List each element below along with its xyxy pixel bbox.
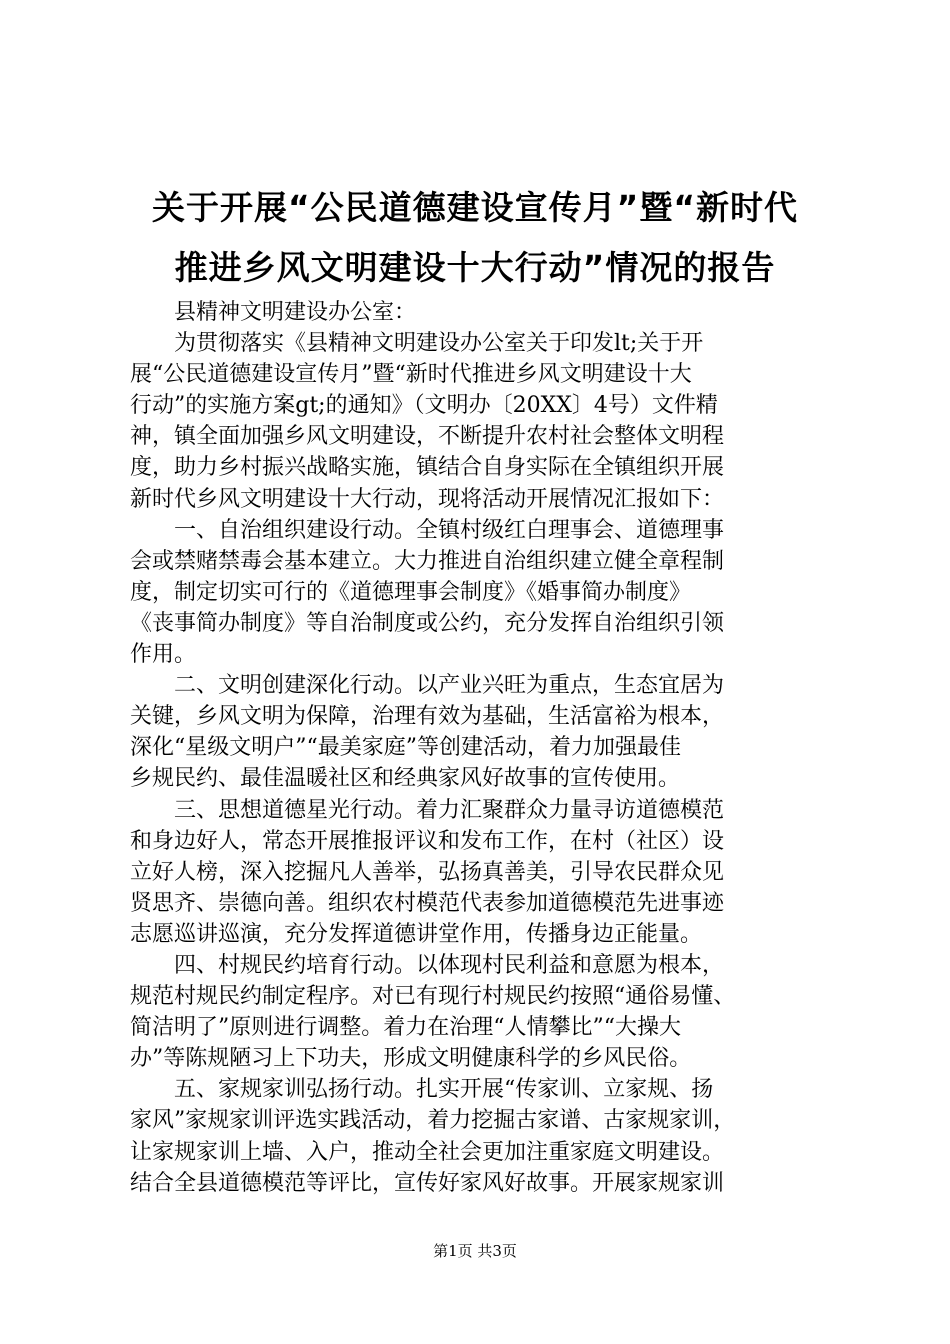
- document-body: [130, 297, 830, 1199]
- body-line: 简洁明了”原则进行调整。着力在治理“人情攀比”“大操大: [130, 1015, 681, 1041]
- body-line: 度，助力乡村振兴战略实施，镇结合自身实际在全镇组织开展: [130, 455, 725, 481]
- body-line: 乡规民约、最佳温暖社区和经典家风好故事的宣传使用。: [130, 766, 681, 792]
- body-line: 县精神文明建设办公室：: [174, 300, 417, 325]
- body-line: 二、文明创建深化行动。以产业兴旺为重点，生态宜居为: [174, 673, 725, 699]
- body-line: 会或禁赌禁毒会基本建立。大力推进自治组织建立健全章程制: [130, 548, 725, 574]
- body-line: 五、家规家训弘扬行动。扎实开展“传家训、立家规、扬: [174, 1077, 714, 1103]
- body-line: 《丧事简办制度》等自治制度或公约，充分发挥自治组织引领: [130, 610, 725, 636]
- body-line: 神，镇全面加强乡风文明建设，不断提升农村社会整体文明程: [130, 424, 725, 450]
- body-line: 贤思齐、崇德向善。组织农村模范代表参加道德模范先进事迹: [130, 890, 725, 916]
- body-line: 家风”家规家训评选实践活动，着力挖掘古家谱、古家规家训，: [130, 1108, 736, 1134]
- body-line: 立好人榜，深入挖掘凡人善举，弘扬真善美，引导农民群众见: [130, 859, 725, 885]
- body-line: 一、自治组织建设行动。全镇村级红白理事会、道德理事: [174, 517, 725, 543]
- body-line: 规范村规民约制定程序。对已有现行村规民约按照“通俗易懂、: [130, 984, 736, 1010]
- body-line: 行动”的实施方案gt;的通知》（文明办〔20XX〕4号）文件精: [130, 393, 718, 419]
- page-footer: 第1页 共3页: [433, 1242, 517, 1260]
- body-line: 办”等陈规陋习上下功夫，形成文明健康科学的乡风民俗。: [130, 1046, 692, 1072]
- body-line: 作用。: [130, 642, 197, 668]
- document-title-line-1: 关于开展“公民道德建设宣传月”暨“新时代: [151, 188, 799, 227]
- body-line: 深化“星级文明户”“最美家庭”等创建活动，着力加强最佳: [130, 735, 681, 761]
- body-line: 和身边好人，常态开展推报评议和发布工作，在村（社区）设: [130, 828, 725, 854]
- body-line: 志愿巡讲巡演，充分发挥道德讲堂作用，传播身边正能量。: [130, 921, 703, 947]
- body-line: 为贯彻落实《县精神文明建设办公室关于印发lt;关于开: [174, 331, 704, 357]
- body-line: 新时代乡风文明建设十大行动，现将活动开展情况汇报如下：: [130, 486, 725, 512]
- document-title-line-2: 推进乡风文明建设十大行动”情况的报告: [174, 248, 776, 287]
- body-line: 结合全县道德模范等评比，宣传好家风好故事。开展家规家训: [130, 1170, 725, 1196]
- body-line: 关键，乡风文明为保障，治理有效为基础，生活富裕为根本，: [130, 704, 725, 730]
- body-line: 展“公民道德建设宣传月”暨“新时代推进乡风文明建设十大: [130, 362, 692, 388]
- body-line: 让家规家训上墙、入户，推动全社会更加注重家庭文明建设。: [130, 1139, 725, 1165]
- body-line: 四、村规民约培育行动。以体现村民利益和意愿为根本，: [174, 952, 725, 978]
- body-line: 三、思想道德星光行动。着力汇聚群众力量寻访道德模范: [174, 797, 725, 823]
- body-line: 度，制定切实可行的《道德理事会制度》《婚事简办制度》: [130, 579, 692, 605]
